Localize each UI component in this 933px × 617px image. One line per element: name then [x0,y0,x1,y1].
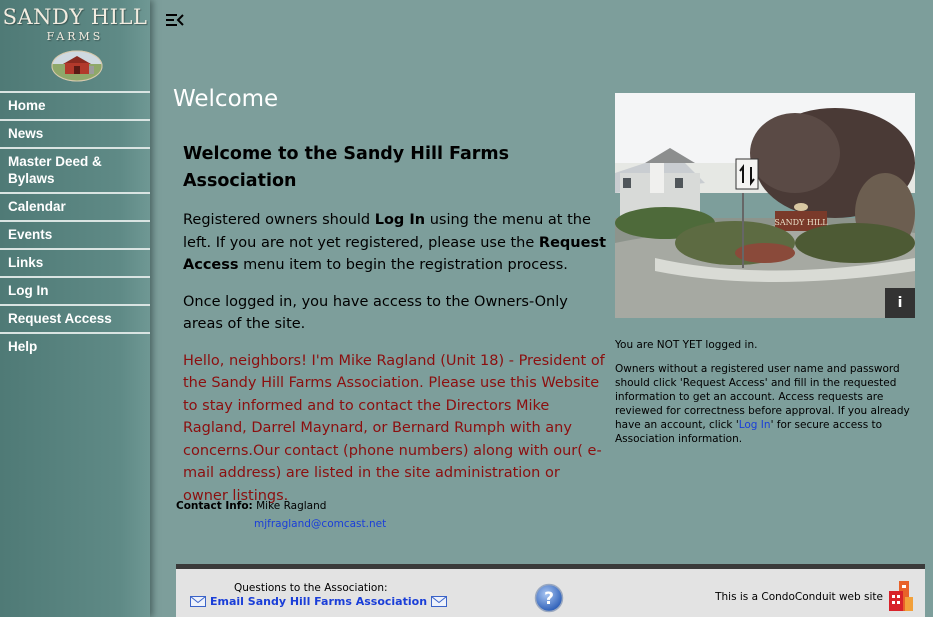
logo-line2: FARMS [46,30,104,43]
president-message: Hello, neighbors! I'm Mike Ragland (Unit 18) - President of the Sandy Hill Farms Association. Please use this Website to stay informed and to contact the Directors Mike Ragland, Darrel Maynard, or Bernard Rumph with any concerns.Our contact (phone numbers) along with our( e-mail address) are listed in the site administration or owner listings. [183,352,605,504]
contact-info [176,497,386,533]
contact-name: Mike Ragland [256,500,327,512]
owners-paragraph: Once logged in, you have access to the Owners-Only areas of the site. [183,293,568,332]
photo-info-button[interactable]: i [885,288,915,318]
footer [176,564,925,617]
sign-text: SANDY HILL [774,218,828,227]
contact-email-link[interactable]: mjfragland@comcast.net [254,518,387,530]
menu-collapse-icon[interactable] [165,12,185,28]
nav-events[interactable]: Events [0,220,150,248]
nav-home[interactable]: Home [0,91,150,119]
nav-news[interactable]: News [0,119,150,147]
main-nav [0,91,150,360]
nav-request-access[interactable]: Request Access [0,304,150,332]
condoconduit-credit: This is a CondoConduit web site [715,591,883,603]
nav-master-deed[interactable]: Master Deed & Bylaws [0,147,150,192]
help-question-icon[interactable] [534,583,564,613]
envelope-icon [431,596,447,607]
footer-question: Questions to the Association: [234,582,388,594]
email-association-link[interactable] [190,595,447,608]
entrance-sign-image [615,93,915,318]
svg-text:?: ? [544,589,554,609]
nav-calendar[interactable]: Calendar [0,192,150,220]
status-line: You are NOT YET logged in. [615,339,758,351]
login-status [615,338,910,456]
page-title: Welcome [173,86,279,112]
welcome-heading: Welcome to the Sandy Hill Farms Association [183,144,510,191]
nav-log-in[interactable]: Log In [0,276,150,304]
sidebar [0,0,150,617]
intro-paragraph: Registered owners should Log In using the menu at the left. If you are not yet registered, please use the Request Access menu item to begin the registration process. [183,212,607,273]
status-login-link[interactable]: Log In [738,419,771,431]
main-content [183,141,608,521]
nav-links[interactable]: Links [0,248,150,276]
entrance-photo [615,93,915,318]
envelope-icon [190,596,206,607]
logo-line1: SANDY HILL [2,5,148,29]
condoconduit-logo-icon[interactable] [885,579,915,613]
nav-help[interactable]: Help [0,332,150,360]
site-logo[interactable] [0,4,150,86]
status-instructions: Owners without a registered user name and password should click 'Request Access' and fill in the requested information to get an account. Access requests are reviewed for correctness before approval. If you already have an account, click 'Log In' for secure access to Association information. [615,363,910,445]
email-association-label: Email Sandy Hill Farms Association [210,595,428,608]
barn-logo-icon [51,50,103,82]
contact-label: Contact Info: [176,500,253,512]
